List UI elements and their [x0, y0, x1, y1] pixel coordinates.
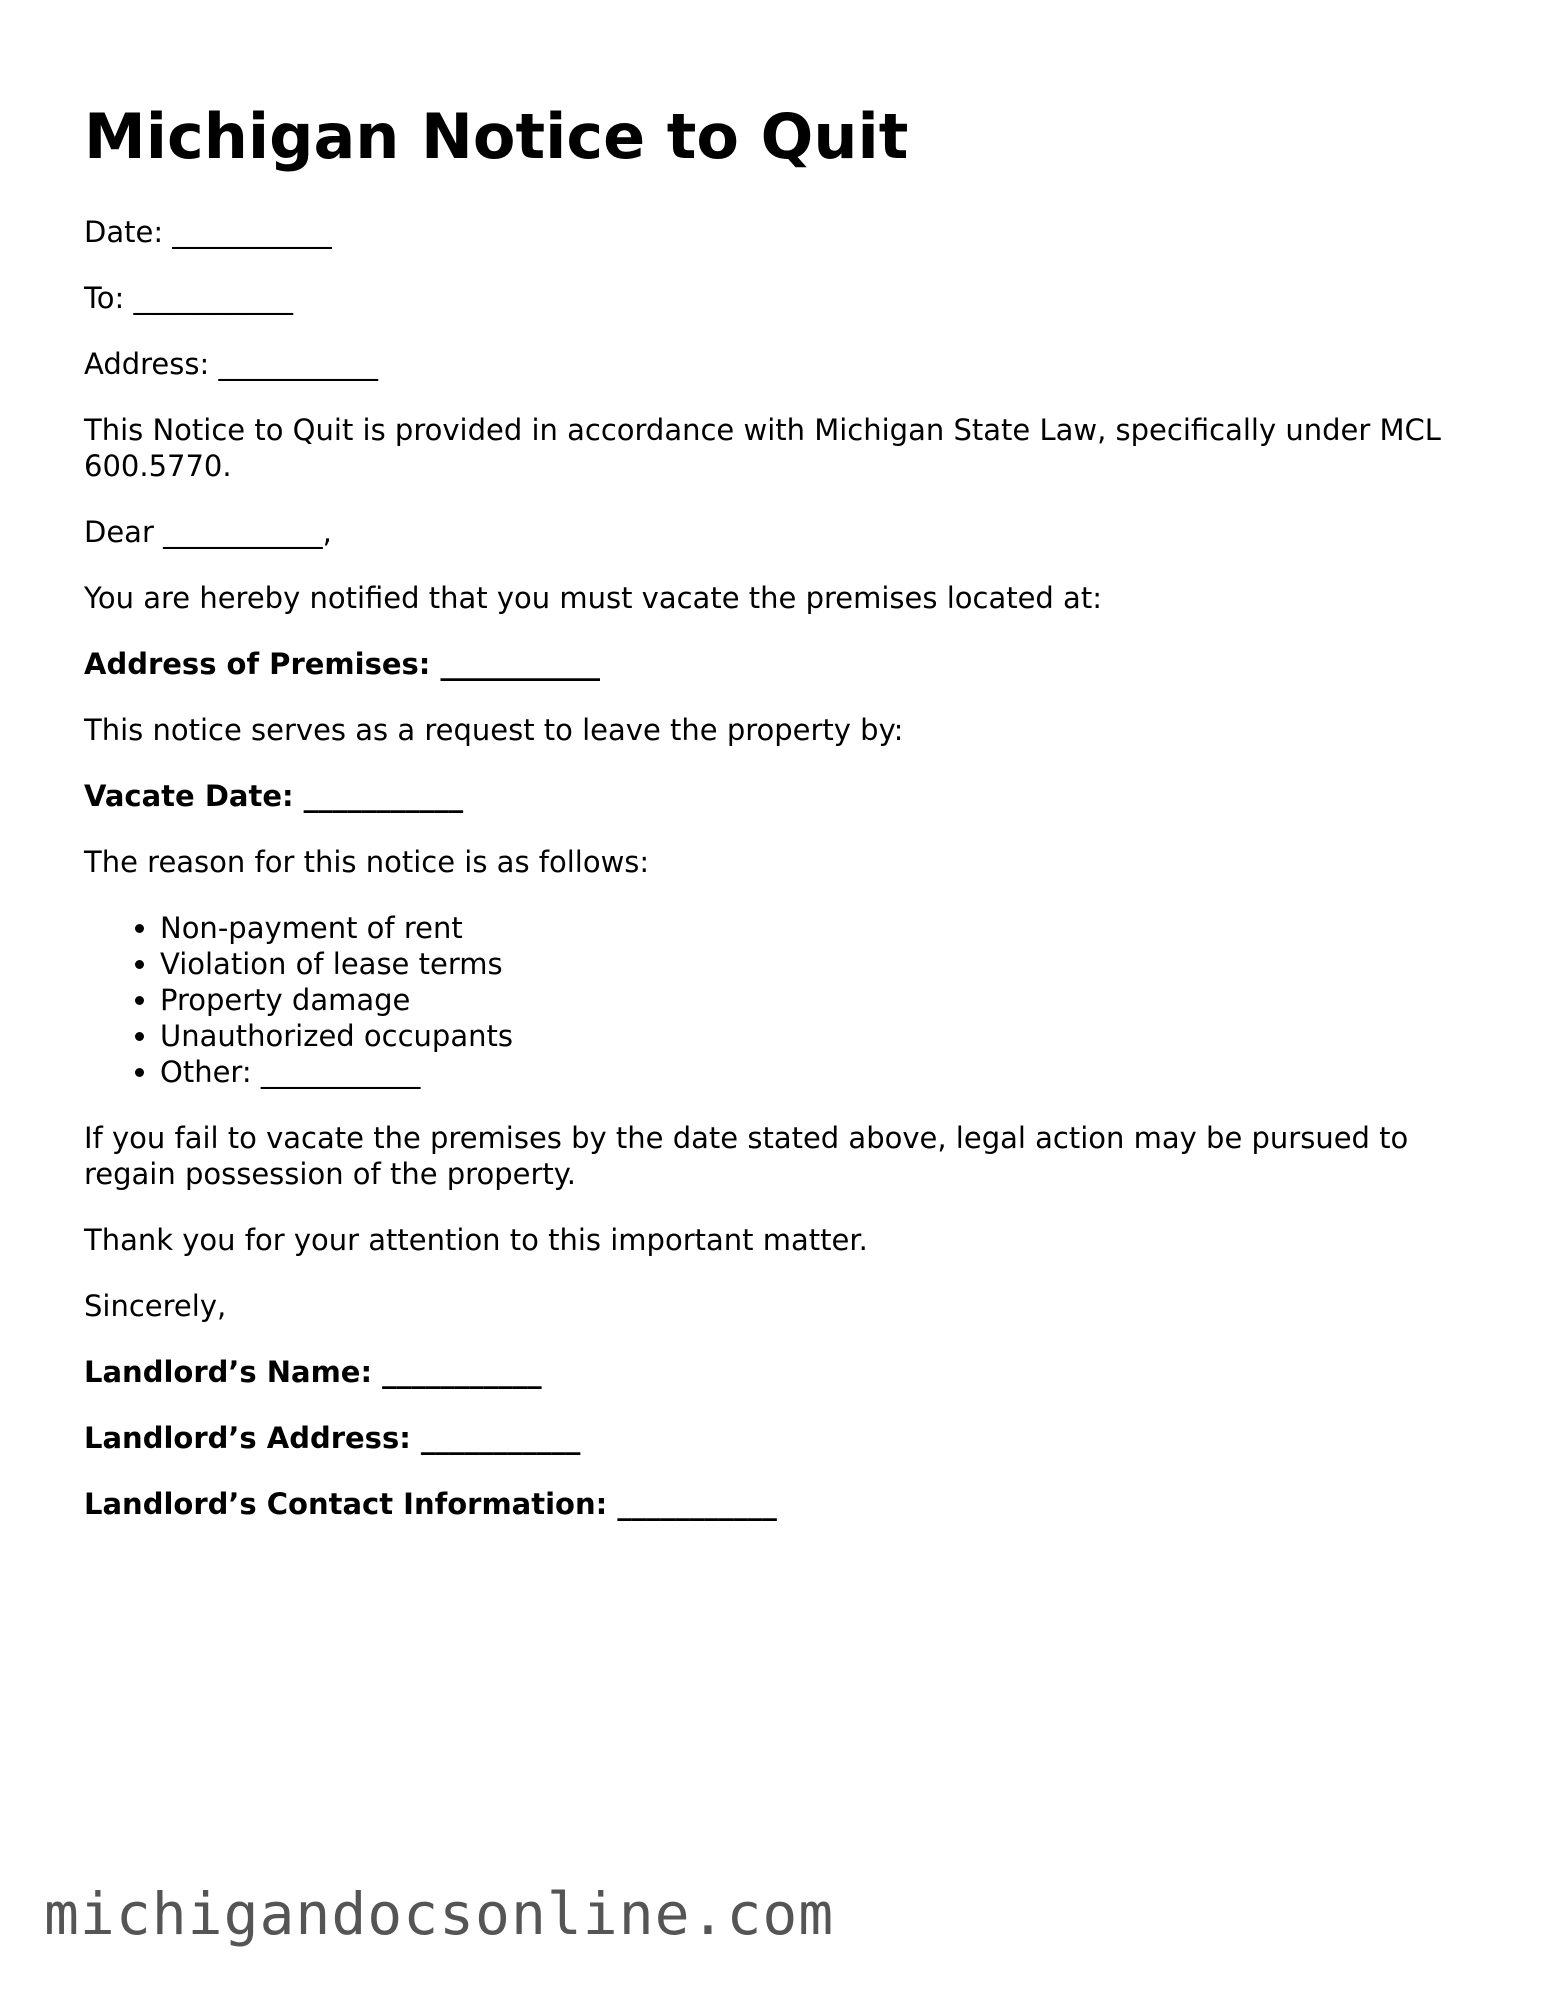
document-page	[84, 100, 1474, 1552]
reasons-list	[84, 910, 1474, 1090]
date-field: Date: ___________	[84, 215, 332, 250]
landlord-name-field: Landlord’s Name: ___________	[84, 1355, 542, 1390]
request-paragraph: This notice serves as a request to leave the property by:	[84, 713, 904, 748]
watermark: michigandocsonline.com	[44, 1880, 835, 1948]
list-item: • Other: ___________	[160, 1054, 1474, 1090]
page-title: Michigan Notice to Quit	[84, 100, 909, 173]
vacate-date-field: Vacate Date: ___________	[84, 779, 464, 814]
list-item: • Violation of lease terms	[160, 946, 1474, 982]
premises-address-field: Address of Premises: ___________	[84, 647, 600, 682]
landlord-contact-field: Landlord’s Contact Information: ___________	[84, 1487, 777, 1522]
intro-paragraph: This Notice to Quit is provided in accordance with Michigan State Law, specifically under MCL 600.5770.	[84, 413, 1441, 484]
reason-intro: The reason for this notice is as follows:	[84, 845, 650, 880]
warning-paragraph: If you fail to vacate the premises by the date stated above, legal action may be pursued to regain possession of the property.	[84, 1121, 1409, 1192]
notified-paragraph: You are hereby notified that you must vacate the premises located at:	[84, 581, 1102, 616]
closing: Sincerely,	[84, 1289, 227, 1324]
landlord-address-field: Landlord’s Address: ___________	[84, 1421, 581, 1456]
list-item: • Unauthorized occupants	[160, 1018, 1474, 1054]
list-item: • Non-payment of rent	[160, 910, 1474, 946]
address-field: Address: ___________	[84, 347, 378, 382]
thanks-paragraph: Thank you for your attention to this important matter.	[84, 1223, 868, 1258]
salutation: Dear ___________,	[84, 515, 332, 550]
list-item: • Property damage	[160, 982, 1474, 1018]
to-field: To: ___________	[84, 281, 294, 316]
